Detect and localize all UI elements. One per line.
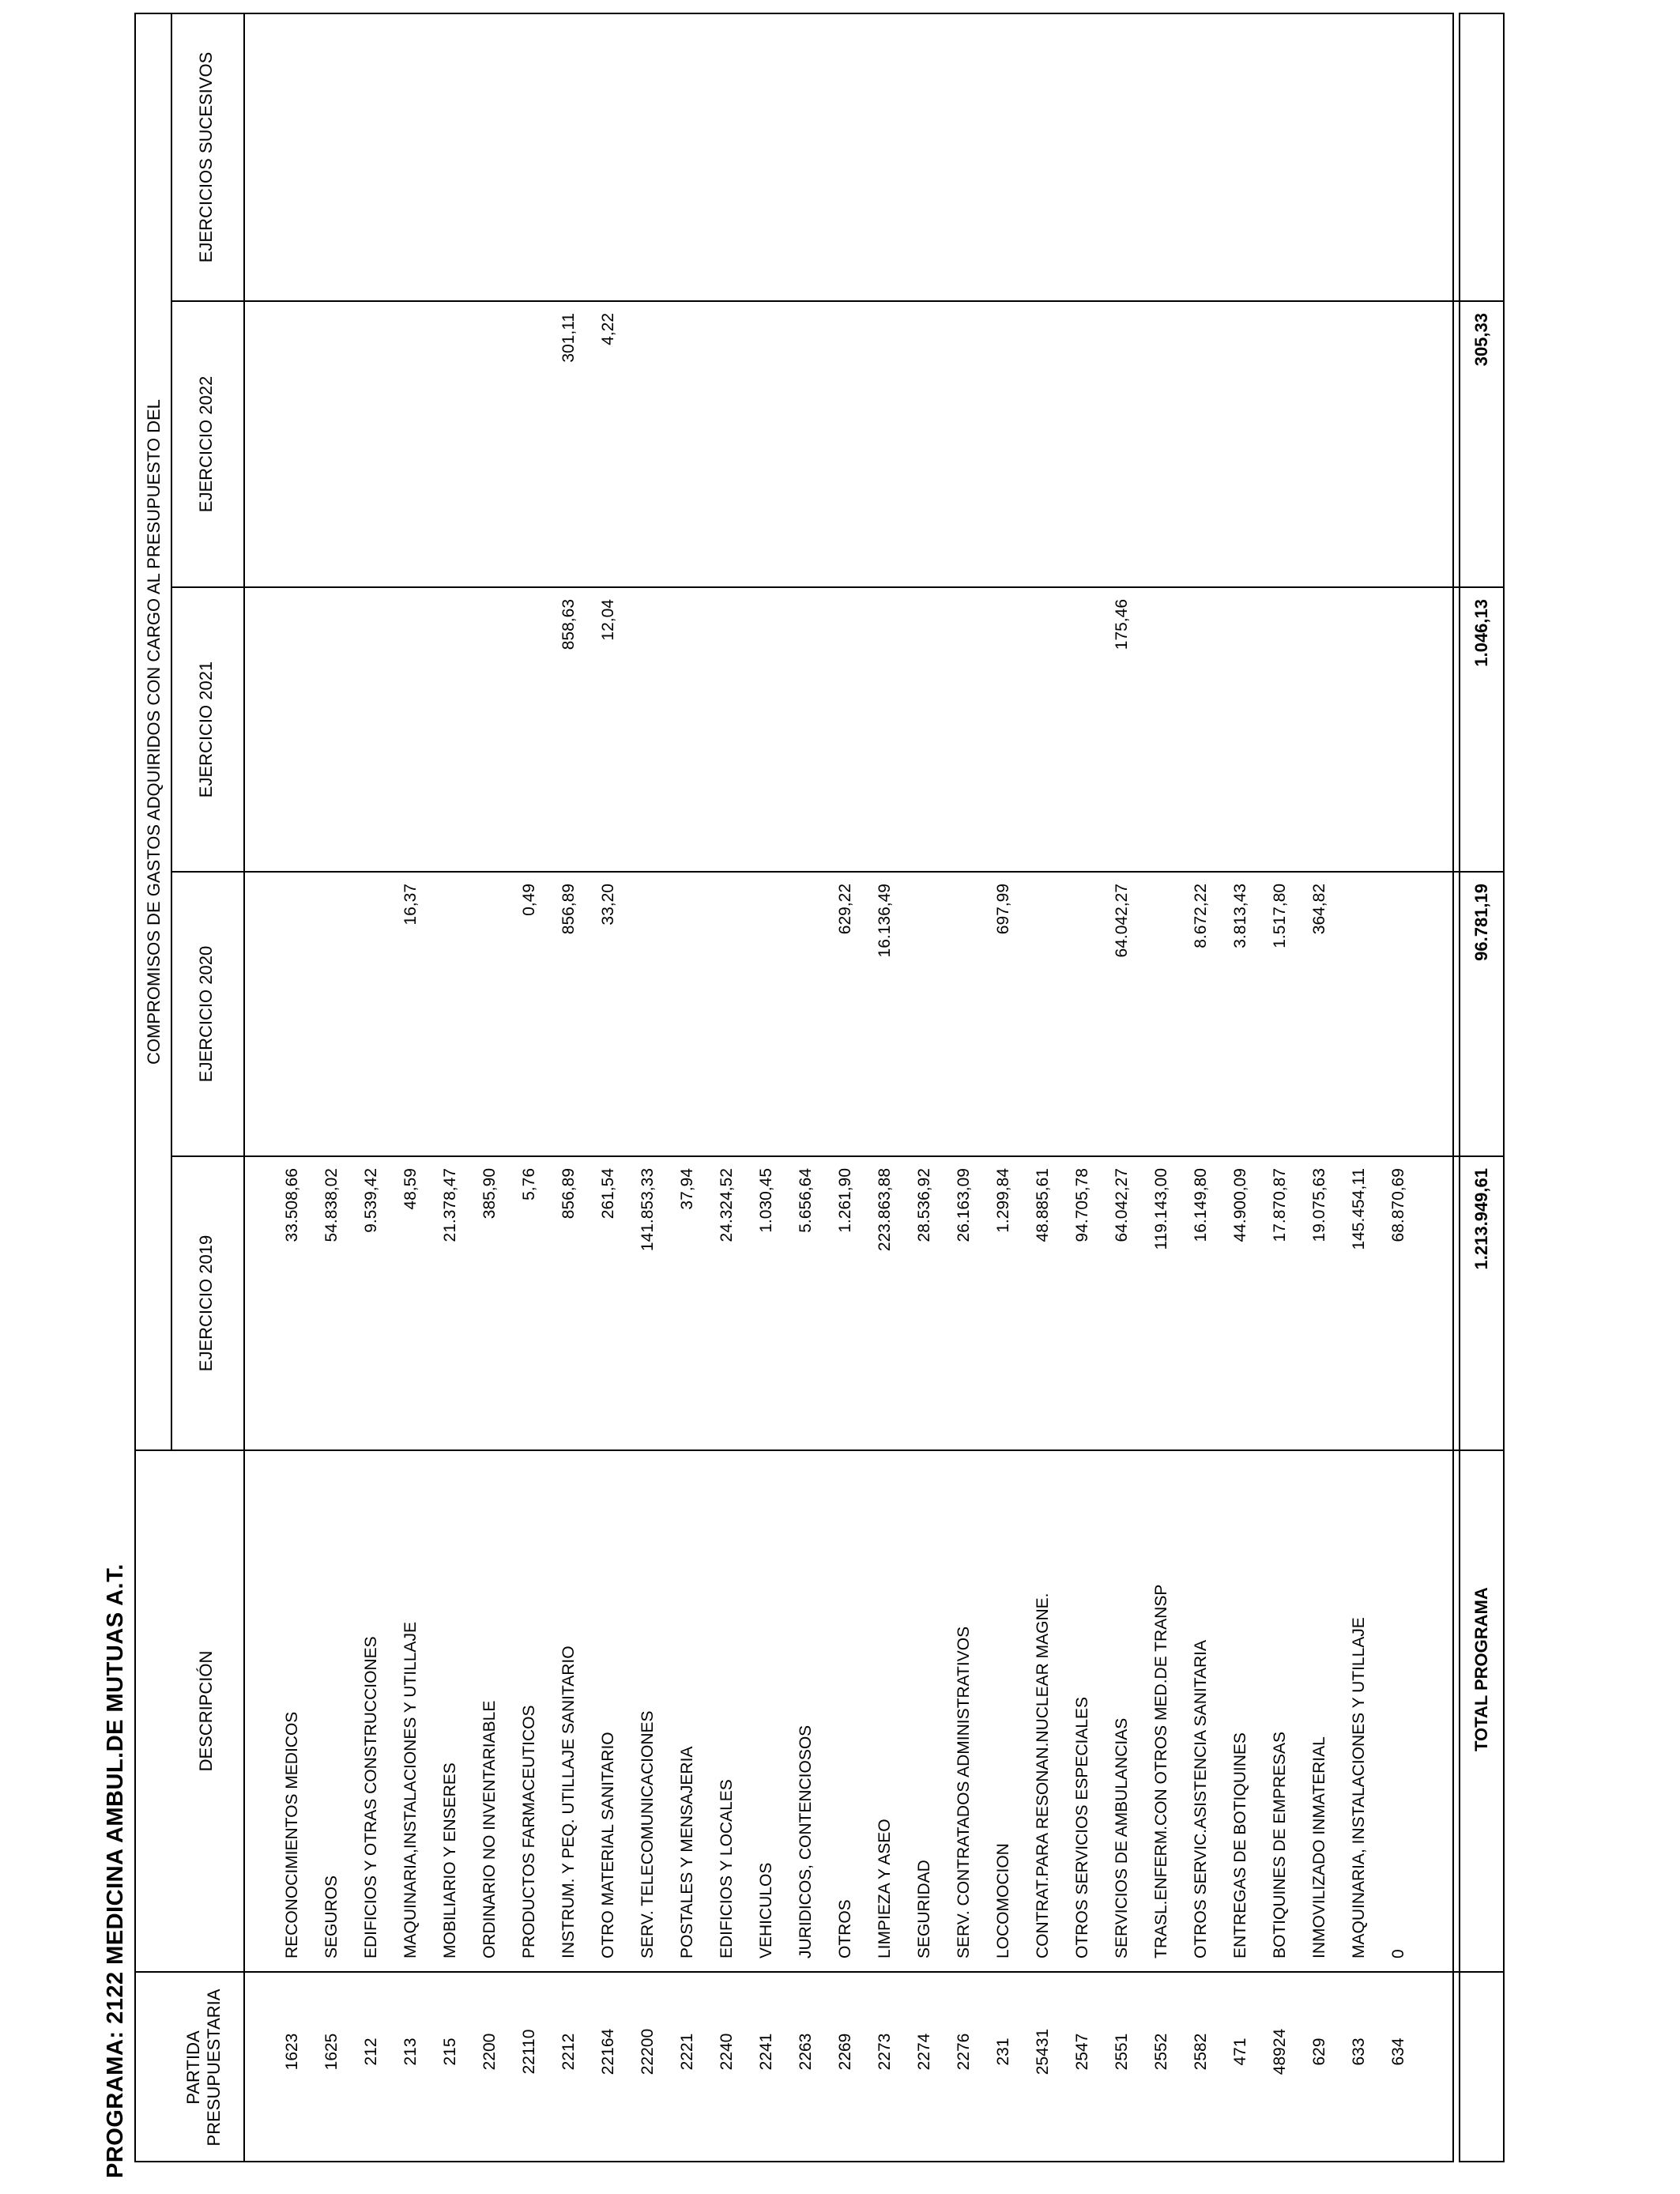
- row-ejercicio-2020: 364,82: [1310, 884, 1328, 935]
- row-ejercicio-2019: 24.324,52: [718, 1168, 736, 1242]
- row-ejercicio-2020: 3.813,43: [1231, 884, 1249, 948]
- row-ejercicios-sucesivos: [1023, 25, 1063, 300]
- row-ejercicio-2021: [984, 599, 1023, 871]
- partida-code: 2552: [1152, 2033, 1170, 2071]
- row-ejercicio-2019: 64.042,27: [1113, 1168, 1131, 1242]
- row-ejercicio-2022: [628, 313, 668, 586]
- row-ejercicio-2020: 697,99: [994, 884, 1012, 935]
- row-ejercicios-sucesivos: [905, 25, 944, 300]
- row-ejercicio-2019: 17.870,87: [1271, 1168, 1289, 1242]
- header-ejercicio-2021: EJERCICIO 2021: [196, 661, 216, 798]
- row-ejercicios-sucesivos: [865, 25, 905, 300]
- row-ejercicio-2021: [1181, 599, 1221, 871]
- row-description: BOTIQUINES DE EMPRESAS: [1271, 1731, 1289, 1958]
- row-ejercicio-2020: [668, 884, 707, 1155]
- row-ejercicio-2021: [312, 599, 352, 871]
- row-ejercicios-sucesivos: [1063, 25, 1102, 300]
- partida-code: 22200: [638, 2028, 657, 2075]
- row-ejercicio-2022: [1221, 313, 1260, 586]
- page-title: PROGRAMA: 2122 MEDICINA AMBUL.DE MUTUAS A.T.: [103, 1563, 128, 2178]
- total-frame-bottom: [1503, 13, 1505, 2162]
- row-ejercicio-2019: 94.705,78: [1073, 1168, 1091, 1242]
- row-ejercicio-2021: [707, 599, 747, 871]
- row-ejercicio-2020: 0,49: [520, 884, 538, 916]
- partida-code: 2263: [797, 2033, 815, 2071]
- total-frame-top: [1459, 13, 1460, 2162]
- row-ejercicios-sucesivos: [549, 25, 589, 300]
- total-frame-right: [1459, 13, 1505, 14]
- row-ejercicio-2022: [1300, 313, 1339, 586]
- row-description: OTROS SERVIC.ASISTENCIA SANITARIA: [1192, 1640, 1210, 1958]
- row-ejercicios-sucesivos: [826, 25, 865, 300]
- row-ejercicio-2021: [470, 599, 510, 871]
- row-ejercicio-2021: [431, 599, 470, 871]
- partida-code: 2276: [955, 2033, 973, 2071]
- row-ejercicio-2022: [352, 313, 391, 586]
- row-ejercicios-sucesivos: [273, 25, 312, 300]
- header-bottom-rule: [243, 13, 245, 2162]
- row-ejercicios-sucesivos: [984, 25, 1023, 300]
- row-ejercicio-2021: [391, 599, 431, 871]
- row-ejercicio-2020: [1063, 884, 1102, 1155]
- row-description: ENTREGAS DE BOTIQUINES: [1231, 1732, 1249, 1958]
- row-ejercicio-2020: [312, 884, 352, 1155]
- partida-code: 22110: [520, 2029, 538, 2075]
- partida-code: 213: [401, 2038, 420, 2066]
- row-ejercicio-2019: 21.378,47: [441, 1168, 459, 1242]
- row-ejercicio-2021: [905, 599, 944, 871]
- row-description: MAQUINARIA, INSTALACIONES Y UTILLAJE: [1350, 1617, 1368, 1958]
- row-ejercicio-2022: [1181, 313, 1221, 586]
- partida-code: 2273: [876, 2033, 894, 2071]
- row-ejercicio-2019: 9.539,42: [362, 1168, 380, 1233]
- row-ejercicio-2021: [747, 599, 786, 871]
- row-ejercicio-2021: [352, 599, 391, 871]
- row-ejercicio-2022: [786, 313, 826, 586]
- row-ejercicio-2019: 37,94: [678, 1168, 696, 1210]
- partida-code: 1623: [283, 2033, 301, 2071]
- partida-code: 633: [1350, 2038, 1368, 2066]
- row-ejercicios-sucesivos: [707, 25, 747, 300]
- col-sep-partida: [134, 1971, 1505, 1973]
- row-ejercicio-2020: [747, 884, 786, 1155]
- partida-code: 215: [441, 2038, 459, 2066]
- row-ejercicio-2022: [431, 313, 470, 586]
- col-sep-2022: [171, 300, 1505, 302]
- row-ejercicio-2021: 858,63: [559, 599, 578, 650]
- row-ejercicios-sucesivos: [628, 25, 668, 300]
- row-ejercicio-2021: [1142, 599, 1181, 871]
- row-description: 0: [1389, 1949, 1407, 1958]
- row-ejercicios-sucesivos: [510, 25, 549, 300]
- row-description: SERV. CONTRATADOS ADMINISTRATIVOS: [955, 1626, 973, 1958]
- partida-code: 1625: [322, 2033, 341, 2071]
- header-ejercicios-sucesivos: EJERCICIOS SUCESIVOS: [196, 51, 216, 263]
- row-description: INSTRUM. Y PEQ. UTILLAJE SANITARIO: [559, 1646, 578, 1958]
- partida-code: 471: [1231, 2038, 1249, 2066]
- row-ejercicio-2021: [510, 599, 549, 871]
- partida-code: 25431: [1034, 2028, 1052, 2075]
- row-description: INMOVILIZADO INMATERIAL: [1310, 1736, 1328, 1958]
- row-ejercicio-2020: 1.517,80: [1271, 884, 1289, 948]
- row-description: MOBILIARIO Y ENSERES: [441, 1762, 459, 1958]
- partida-code: 2221: [678, 2033, 696, 2071]
- row-ejercicio-2021: [1379, 599, 1418, 871]
- row-ejercicio-2022: 301,11: [559, 313, 578, 363]
- row-ejercicios-sucesivos: [1339, 25, 1379, 300]
- col-sep-2020: [171, 871, 1505, 873]
- row-description: SEGUROS: [322, 1875, 341, 1958]
- row-ejercicio-2019: 48,59: [401, 1168, 420, 1210]
- row-description: LOCOMOCION: [994, 1843, 1012, 1958]
- row-ejercicio-2020: 856,89: [559, 884, 578, 935]
- row-ejercicio-2021: 175,46: [1113, 599, 1131, 650]
- row-ejercicio-2020: [1339, 884, 1379, 1155]
- row-description: PRODUCTOS FARMACEUTICOS: [520, 1705, 538, 1958]
- row-ejercicio-2020: 64.042,27: [1113, 884, 1131, 958]
- row-ejercicio-2022: [826, 313, 865, 586]
- row-ejercicio-2019: 5,76: [520, 1168, 538, 1201]
- partida-code: 2212: [559, 2033, 578, 2071]
- row-ejercicio-2019: 44.900,09: [1231, 1168, 1249, 1242]
- row-description: TRASL.ENFERM.CON OTROS MED.DE TRANSP: [1152, 1584, 1170, 1958]
- header-descripcion: DESCRIPCIÓN: [196, 1650, 216, 1772]
- col-sep-descripcion: [134, 1449, 1505, 1451]
- row-ejercicios-sucesivos: [747, 25, 786, 300]
- header-partida-line1: PARTIDA: [183, 2030, 203, 2105]
- row-ejercicio-2022: [865, 313, 905, 586]
- row-ejercicio-2022: [1102, 313, 1142, 586]
- row-ejercicio-2022: [747, 313, 786, 586]
- row-ejercicios-sucesivos: [1142, 25, 1181, 300]
- partida-code: 2274: [915, 2033, 933, 2071]
- row-ejercicio-2019: 385,90: [480, 1168, 499, 1220]
- row-ejercicios-sucesivos: [1260, 25, 1300, 300]
- partida-code: 2269: [836, 2033, 854, 2071]
- partida-code: 2582: [1192, 2033, 1210, 2071]
- row-description: ORDINARIO NO INVENTARIABLE: [480, 1700, 499, 1958]
- partida-code: 212: [362, 2038, 380, 2066]
- row-ejercicio-2020: [944, 884, 984, 1155]
- row-ejercicio-2021: [668, 599, 707, 871]
- row-ejercicio-2020: [786, 884, 826, 1155]
- row-ejercicio-2021: [1221, 599, 1260, 871]
- row-description: SEGURIDAD: [915, 1860, 933, 1958]
- row-ejercicio-2020: [1023, 884, 1063, 1155]
- row-ejercicio-2022: [1142, 313, 1181, 586]
- partida-code: 2551: [1113, 2033, 1131, 2071]
- row-ejercicios-sucesivos: [668, 25, 707, 300]
- row-ejercicio-2020: [1379, 884, 1418, 1155]
- partida-code: 629: [1310, 2038, 1328, 2066]
- row-ejercicio-2019: 5.656,64: [797, 1168, 815, 1233]
- total-2019: 1.213.949,61: [1471, 1168, 1491, 1270]
- row-ejercicio-2021: 12,04: [599, 599, 617, 641]
- total-sucesivos: [1462, 25, 1501, 300]
- row-ejercicio-2022: [273, 313, 312, 586]
- row-ejercicio-2020: 8.672,22: [1192, 884, 1210, 948]
- header-ejercicio-2020: EJERCICIO 2020: [196, 945, 216, 1083]
- row-ejercicios-sucesivos: [391, 25, 431, 300]
- header-ejercicio-2019: EJERCICIO 2019: [196, 1235, 216, 1372]
- row-ejercicios-sucesivos: [1379, 25, 1418, 300]
- row-description: MAQUINARIA,INSTALACIONES Y UTILLAJE: [401, 1622, 420, 1958]
- row-ejercicio-2022: [1379, 313, 1418, 586]
- row-description: OTROS SERVICIOS ESPECIALES: [1073, 1696, 1091, 1958]
- row-ejercicios-sucesivos: [1181, 25, 1221, 300]
- row-description: VEHICULOS: [757, 1862, 775, 1958]
- row-ejercicio-2022: [944, 313, 984, 586]
- partida-code: 22164: [599, 2028, 617, 2075]
- row-ejercicio-2019: 145.454,11: [1350, 1168, 1368, 1250]
- row-ejercicios-sucesivos: [1300, 25, 1339, 300]
- row-ejercicios-sucesivos: [786, 25, 826, 300]
- row-description: OTRO MATERIAL SANITARIO: [599, 1732, 617, 1958]
- row-ejercicio-2019: 28.536,92: [915, 1168, 933, 1242]
- partida-code: 2200: [480, 2033, 499, 2071]
- row-ejercicio-2022: [668, 313, 707, 586]
- row-description: LIMPIEZA Y ASEO: [876, 1819, 894, 1958]
- row-ejercicio-2020: [1142, 884, 1181, 1155]
- row-ejercicio-2021: [865, 599, 905, 871]
- row-description: JURIDICOS, CONTENCIOSOS: [797, 1725, 815, 1958]
- row-ejercicios-sucesivos: [470, 25, 510, 300]
- row-ejercicios-sucesivos: [1221, 25, 1260, 300]
- partida-code: 48924: [1271, 2028, 1289, 2075]
- row-ejercicio-2022: 4,22: [599, 313, 617, 345]
- partida-code: 2547: [1073, 2033, 1091, 2071]
- row-ejercicios-sucesivos: [352, 25, 391, 300]
- row-ejercicio-2020: [352, 884, 391, 1155]
- row-ejercicio-2019: 141.853,33: [638, 1168, 657, 1252]
- row-description: CONTRAT.PARA RESONAN.NUCLEAR MAGNE.: [1034, 1593, 1052, 1958]
- row-ejercicio-2019: 68.870,69: [1389, 1168, 1407, 1242]
- row-ejercicio-2022: [510, 313, 549, 586]
- row-ejercicio-2020: 629,22: [836, 884, 854, 935]
- row-ejercicio-2019: 54.838,02: [322, 1168, 341, 1242]
- row-description: POSTALES Y MENSAJERIA: [678, 1746, 696, 1958]
- row-ejercicio-2022: [1260, 313, 1300, 586]
- total-label: TOTAL PROGRAMA: [1471, 1587, 1491, 1751]
- row-ejercicio-2021: [826, 599, 865, 871]
- row-ejercicio-2020: [431, 884, 470, 1155]
- row-ejercicio-2019: 48.885,61: [1034, 1168, 1052, 1242]
- row-ejercicio-2022: [391, 313, 431, 586]
- total-2021: 1.046,13: [1471, 599, 1491, 667]
- row-description: SERV. TELECOMUNICACIONES: [638, 1710, 657, 1958]
- row-description: EDIFICIOS Y OTRAS CONSTRUCCIONES: [362, 1636, 380, 1958]
- row-ejercicio-2020: [273, 884, 312, 1155]
- row-ejercicio-2022: [1023, 313, 1063, 586]
- row-ejercicio-2020: [628, 884, 668, 1155]
- row-description: SERVICIOS DE AMBULANCIAS: [1113, 1717, 1131, 1958]
- row-ejercicio-2021: [1063, 599, 1102, 871]
- main-frame-bottom: [1452, 13, 1454, 2162]
- header-ejercicio-2022: EJERCICIO 2022: [196, 375, 216, 513]
- row-description: OTROS: [836, 1899, 854, 1958]
- row-ejercicio-2021: [1300, 599, 1339, 871]
- row-ejercicio-2022: [905, 313, 944, 586]
- row-ejercicio-2022: [707, 313, 747, 586]
- row-ejercicio-2020: [707, 884, 747, 1155]
- row-ejercicio-2019: 261,54: [599, 1168, 617, 1220]
- row-ejercicio-2021: [1260, 599, 1300, 871]
- total-2022: 305,33: [1471, 313, 1491, 367]
- row-ejercicios-sucesivos: [944, 25, 984, 300]
- row-ejercicio-2020: 16.136,49: [876, 884, 894, 958]
- row-ejercicio-2021: [786, 599, 826, 871]
- row-ejercicio-2020: 16,37: [401, 884, 420, 925]
- row-ejercicios-sucesivos: [312, 25, 352, 300]
- total-frame-left: [1459, 2161, 1505, 2162]
- main-frame-left: [134, 2161, 1454, 2162]
- partida-code: 2241: [757, 2033, 775, 2071]
- header-partida-line2: PRESUPUESTARIA: [204, 1989, 224, 2147]
- row-ejercicio-2019: 33.508,66: [283, 1168, 301, 1242]
- row-ejercicios-sucesivos: [1102, 25, 1142, 300]
- row-ejercicio-2019: 856,89: [559, 1168, 578, 1220]
- row-ejercicio-2022: [984, 313, 1023, 586]
- row-ejercicio-2019: 19.075,63: [1310, 1168, 1328, 1242]
- row-ejercicio-2021: [1339, 599, 1379, 871]
- row-ejercicio-2019: 223.863,88: [876, 1168, 894, 1252]
- row-description: EDIFICIOS Y LOCALES: [718, 1779, 736, 1958]
- row-ejercicio-2021: [273, 599, 312, 871]
- row-ejercicio-2022: [470, 313, 510, 586]
- partida-code: 231: [994, 2038, 1012, 2066]
- partida-code: 634: [1389, 2038, 1407, 2066]
- compromisos-rule: [171, 13, 172, 1451]
- row-ejercicio-2022: [1063, 313, 1102, 586]
- row-ejercicios-sucesivos: [431, 25, 470, 300]
- row-ejercicio-2022: [1339, 313, 1379, 586]
- total-2020: 96.781,19: [1471, 884, 1491, 961]
- row-ejercicio-2019: 1.030,45: [757, 1168, 775, 1233]
- row-ejercicio-2019: 1.261,90: [836, 1168, 854, 1233]
- header-compromisos: COMPROMISOS DE GASTOS ADQUIRIDOS CON CARGO AL PRESUPUESTO DEL: [144, 399, 164, 1065]
- col-sep-2021: [171, 586, 1505, 588]
- row-ejercicio-2020: [470, 884, 510, 1155]
- row-ejercicio-2022: [312, 313, 352, 586]
- row-ejercicio-2019: 26.163,09: [955, 1168, 973, 1242]
- row-ejercicio-2020: 33,20: [599, 884, 617, 925]
- main-frame-right: [134, 13, 1454, 14]
- main-frame-top: [134, 13, 136, 2162]
- row-ejercicio-2019: 119.143,00: [1152, 1168, 1170, 1250]
- row-ejercicio-2021: [628, 599, 668, 871]
- row-ejercicio-2019: 1.299,84: [994, 1168, 1012, 1233]
- row-description: RECONOCIMIENTOS MEDICOS: [283, 1711, 301, 1958]
- row-ejercicio-2021: [1023, 599, 1063, 871]
- row-ejercicios-sucesivos: [589, 25, 628, 300]
- row-ejercicio-2021: [944, 599, 984, 871]
- row-ejercicio-2019: 16.149,80: [1192, 1168, 1210, 1242]
- partida-code: 2240: [718, 2033, 736, 2071]
- col-sep-2019: [171, 1155, 1505, 1157]
- row-ejercicio-2020: [905, 884, 944, 1155]
